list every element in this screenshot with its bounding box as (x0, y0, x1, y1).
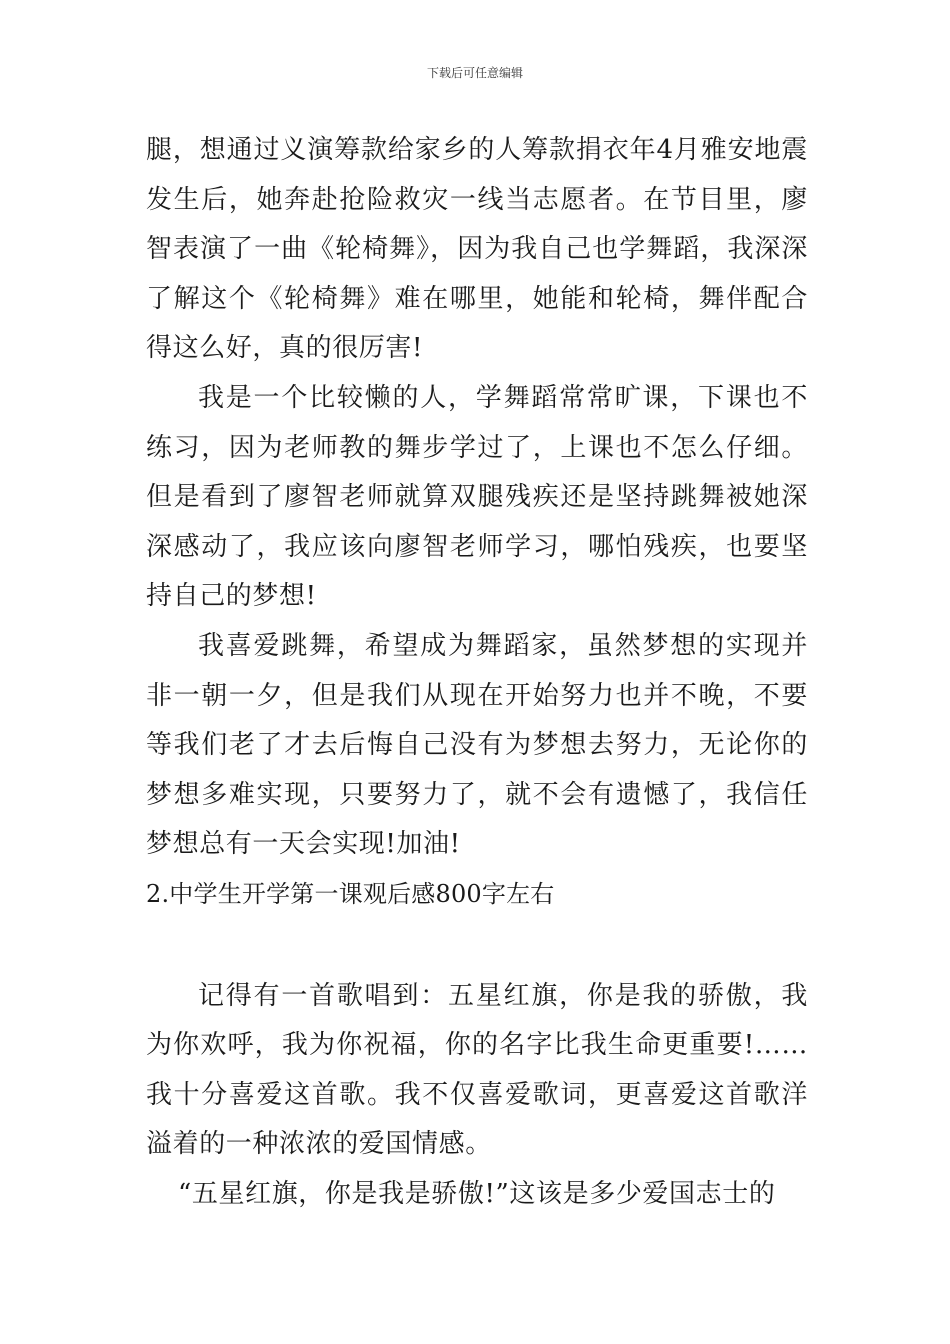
paragraph-song: 记得有一首歌唱到：五星红旗，你是我的骄傲，我为你欢呼，我为你祝福，你的名字比我生命更重要!……我十分喜爱这首歌。我不仅喜爱歌词，更喜爱这首歌洋溢着的一种浓浓的爱国情感。 (146, 980, 808, 1160)
paragraph-continued: 腿，想通过义演筹款给家乡的人筹款捐衣年4月雅安地震发生后，她奔赴抢险救灾一线当志愿者。在节目里，廖智表演了一曲《轮椅舞》，因为我自己也学舞蹈，我深深了解这个《轮椅舞》难在哪里，她能和轮椅，舞伴配合得这么好，真的很厉害! (146, 135, 808, 364)
paragraph-flag-quote: “五星红旗，你是我是骄傲!”这该是多少爱国志士的 (178, 1178, 776, 1209)
section-spacer (146, 920, 808, 972)
paragraph-laziness: 我是一个比较懒的人，学舞蹈常常旷课，下课也不练习，因为老师教的舞步学过了，上课也不怎么仔细。但是看到了廖智老师就算双腿残疾还是坚持跳舞被她深深感动了，我应该向廖智老师学习，哪怕残疾，也要坚持自己的梦想! (146, 382, 808, 612)
paragraph-dream: 我喜爱跳舞，希望成为舞蹈家，虽然梦想的实现并非一朝一夕，但是我们从现在开始努力也并不晚，不要等我们老了才去后悔自己没有为梦想去努力，无论你的梦想多难实现，只要努力了，就不会有遗憾了，我信任梦想总有一天会实现!加油! (146, 630, 808, 860)
page-header: 下载后可任意编辑 (426, 66, 523, 80)
section-heading: 2.中学生开学第一课观后感800字左右 (146, 879, 555, 908)
document-body (146, 126, 808, 1219)
